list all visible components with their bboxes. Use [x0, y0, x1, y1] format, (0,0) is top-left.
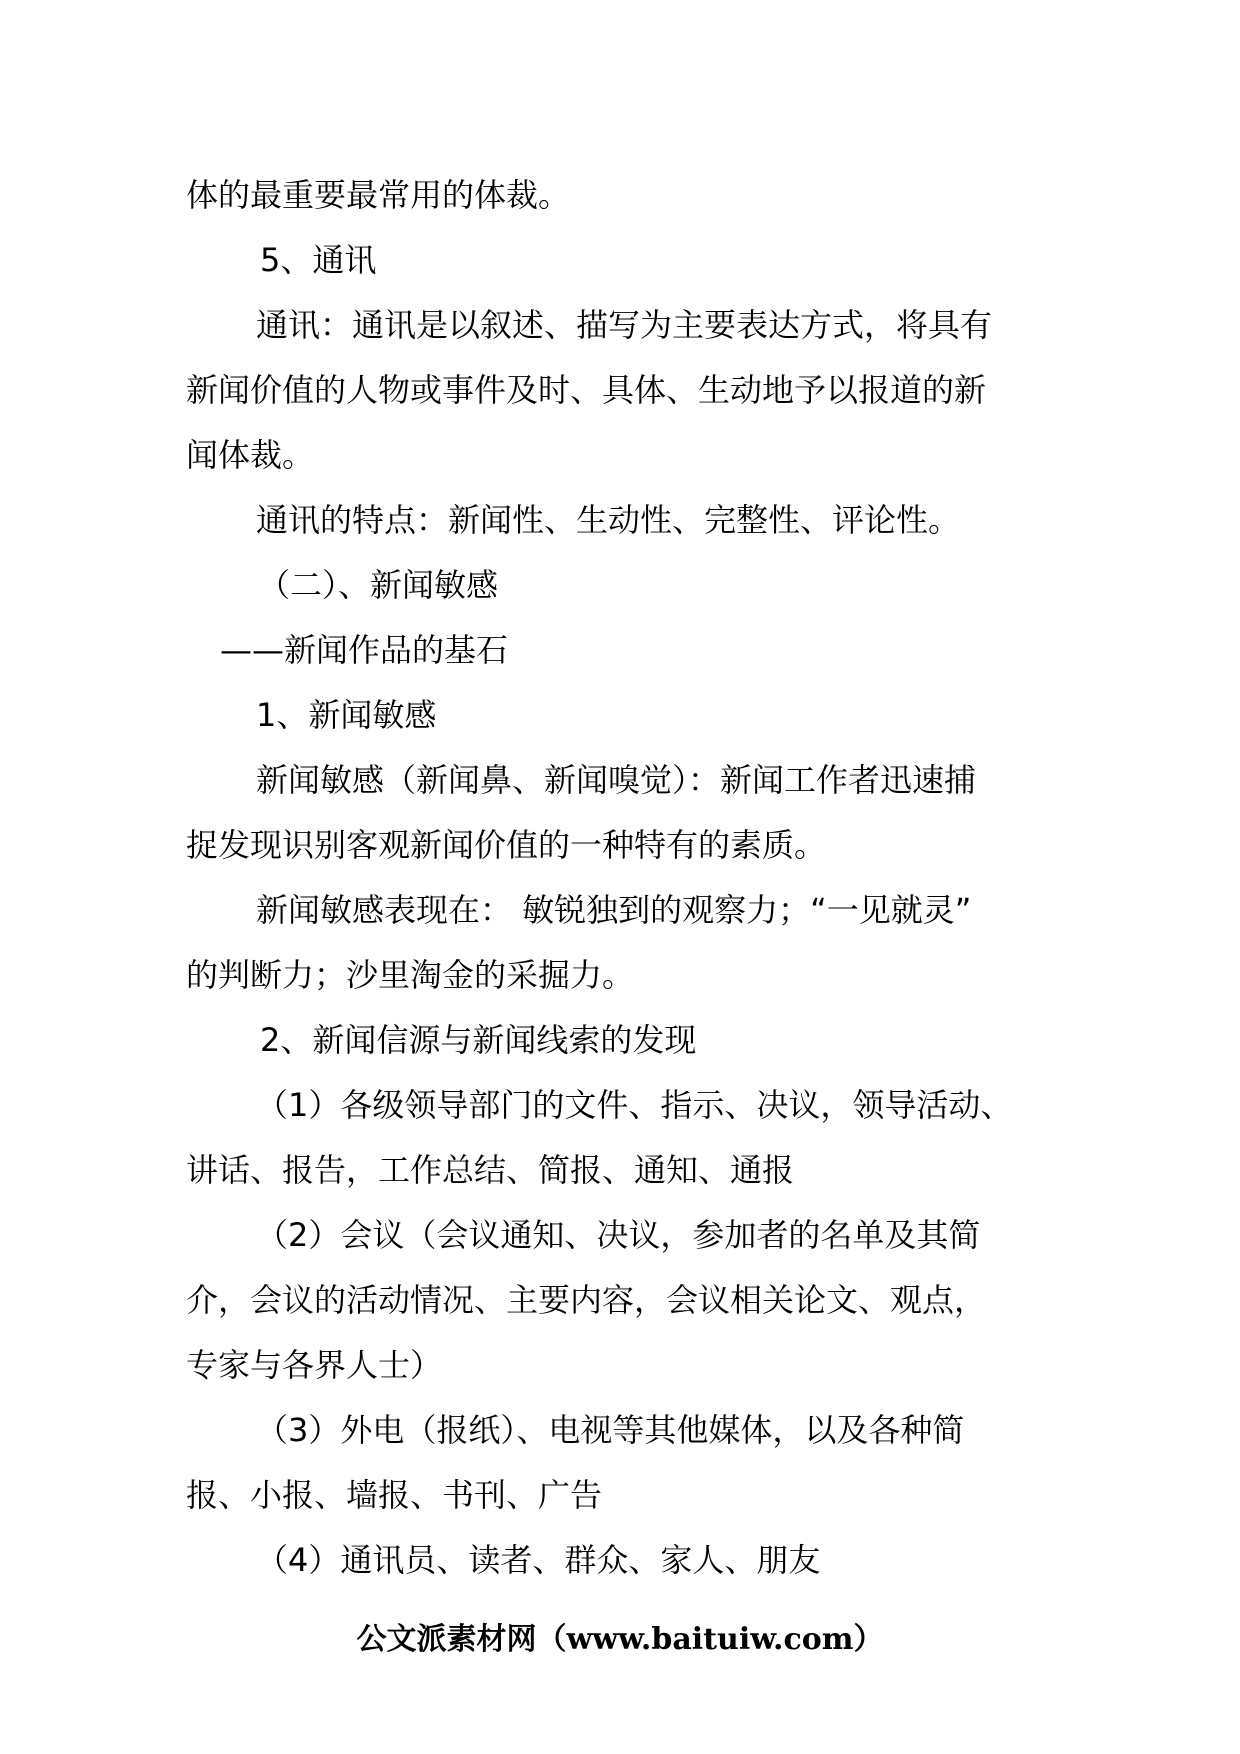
section-subtitle: ——新闻作品的基石: [220, 631, 509, 669]
list-item-2-line-3: 专家与各界人士）: [186, 1346, 443, 1384]
body-line-3: 通讯：通讯是以叙述、描写为主要表达方式，将具有: [256, 306, 993, 344]
body-line-11: 捉发现识别客观新闻价值的一种特有的素质。: [186, 826, 827, 864]
list-item-3-line-1: （3）外电（报纸）、电视等其他媒体，以及各种简: [256, 1411, 965, 1449]
body-line-10: 新闻敏感（新闻鼻、新闻嗅觉）：新闻工作者迅速捕: [256, 761, 977, 799]
list-item-2-line-2: 介，会议的活动情况、主要内容，会议相关论文、观点，: [186, 1281, 987, 1319]
list-item-3-line-2: 报、小报、墙报、书刊、广告: [186, 1476, 603, 1514]
body-line-1: 体的最重要最常用的体裁。: [186, 176, 571, 214]
subsection-heading-1: 1、新闻敏感: [256, 696, 437, 734]
list-item-4-line-1: （4）通讯员、读者、群众、家人、朋友: [256, 1541, 821, 1579]
body-line-6: 通讯的特点：新闻性、生动性、完整性、评论性。: [256, 501, 961, 539]
body-line-4: 新闻价值的人物或事件及时、具体、生动地予以报道的新: [186, 371, 987, 409]
section-heading-5: 5、通讯: [260, 241, 377, 279]
body-line-12: 新闻敏感表现在： 敏锐独到的观察力；“一见就灵”: [256, 891, 972, 929]
footer-watermark: 公文派素材网（www.baituiw.com）: [356, 1622, 884, 1657]
body-line-5: 闻体裁。: [186, 436, 315, 474]
subsection-heading-2: 2、新闻信源与新闻线索的发现: [260, 1021, 697, 1059]
list-item-1-line-2: 讲话、报告，工作总结、简报、通知、通报: [186, 1151, 795, 1189]
list-item-2-line-1: （2）会议（会议通知、决议，参加者的名单及其简: [256, 1216, 981, 1254]
section-heading-2: （二）、新闻敏感: [258, 566, 499, 604]
body-line-13: 的判断力；沙里淘金的采掘力。: [186, 956, 635, 994]
list-item-1-line-1: （1）各级领导部门的文件、指示、决议，领导活动、: [256, 1086, 1013, 1124]
